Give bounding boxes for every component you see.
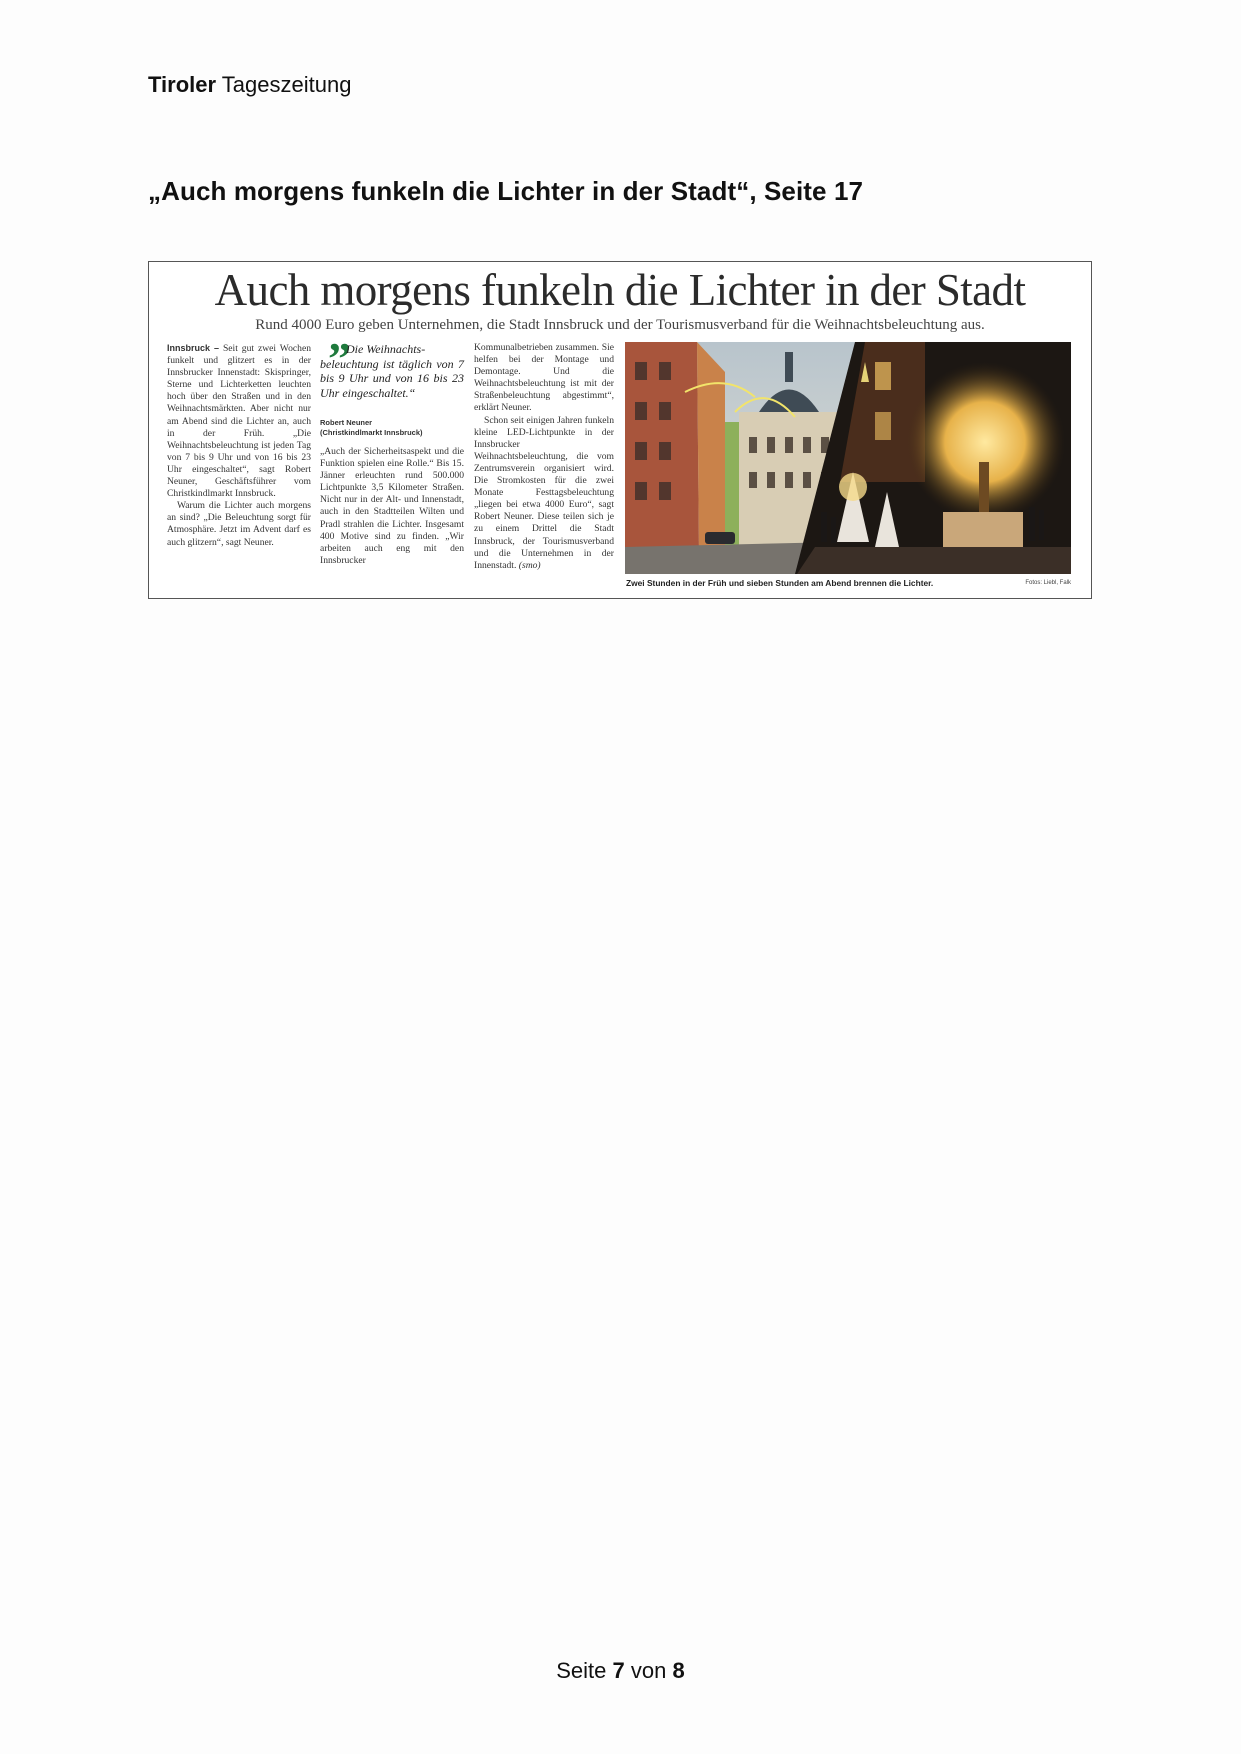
pull-quote <box>320 333 464 446</box>
article-subheadline: Rund 4000 Euro geben Unternehmen, die Stadt Innsbruck und der Tourismusverband für die Weihnachtsbeleuchtung aus. <box>255 317 985 333</box>
article-column-1 <box>167 342 311 549</box>
article-photo <box>625 342 1071 574</box>
footer-total-pages: 8 <box>672 1658 685 1683</box>
photo-caption: Zwei Stunden in der Früh und sieben Stunden am Abend brennen die Lichter. <box>626 578 934 588</box>
article-column-3 <box>474 342 614 572</box>
photo-credit: Fotos: Liebl, Falk <box>1025 580 1071 586</box>
page-footer <box>0 1658 1241 1684</box>
photo-collage <box>625 342 1071 574</box>
article-headline: Auch morgens funkeln die Lichter in der Stadt <box>214 265 1026 315</box>
newspaper-clipping <box>148 261 1092 599</box>
quote-text <box>320 342 464 400</box>
column-1-text-1: Seit gut zwei Wochen funkelt und glitzert es in der Innsbrucker Innenstadt: Skispringer, Sterne und Lichterketten leuchten hoch über den Straßen und in den Weihnachtsmärkten. Aber nicht nur am Abend sind die Lichter an, auch in der Früh. „Die Weihnachtsbeleuchtung ist jeden Tag von 7 bis 9 Uhr und von 16 bis 23 Uhr eingeschaltet“, sagt Robert Neuner, Geschäftsführer vom Christkindlmarkt Innsbruck. <box>167 343 311 500</box>
footer-mid: von <box>630 1658 667 1683</box>
column-3-text-2: Schon seit einigen Jahren funkeln kleine LED-Lichtpunkte in der Innsbrucker Weihnachtsbeleuchtung, die vom Zentrumsverein organisiert wird. Die Stromkosten für die zwei Monate Festtagsbeleuchtung „liegen bei etwa 4000 Euro“, sagt Robert Neuner. Diese teilen sich je zu einem Drittel die Stadt Innsbruck, der Tourismusverband und die Unternehmen in der Innenstadt. <box>474 414 614 571</box>
dateline: Innsbruck – <box>167 343 220 353</box>
column-3-paragraph-2 <box>474 415 614 572</box>
article-column-2 <box>320 333 464 567</box>
column-1-paragraph-2: Warum die Lichter auch morgens an sind? „Die Beleuchtung sorgt für Atmosphäre. Jetzt im Advent darf es auch glitzern“, sagt Neuner. <box>167 500 311 548</box>
newspaper-name <box>148 72 351 98</box>
quote-line-1: Die Weihnachts- <box>346 342 426 356</box>
column-3-paragraph-1: Kommunalbetrieben zusammen. Sie helfen bei der Montage und Demontage. Und die Weihnachtsbeleuchtung ist mit der Straßenbeleuchtung abgestimmt“, erklärt Neuner. <box>474 342 614 414</box>
author-sign: (smo) <box>518 559 541 571</box>
quote-author: Robert Neuner <box>320 418 373 427</box>
quote-mark-icon: ” <box>328 333 351 384</box>
quote-affiliation: (Christkindlmarkt Innsbruck) <box>320 428 423 437</box>
quote-source <box>320 418 423 438</box>
footer-prefix: Seite <box>556 1658 607 1683</box>
quote-line-2: beleuchtung ist täglich von 7 bis 9 Uhr und von 16 bis 23 Uhr eingeschaltet.“ <box>320 356 464 400</box>
column-1-paragraph-1 <box>167 342 311 500</box>
document-title: „Auch morgens funkeln die Lichter in der Stadt“, Seite 17 <box>148 176 864 206</box>
footer-page-number: 7 <box>612 1658 625 1683</box>
column-2-paragraph: „Auch der Sicherheitsaspekt und die Funktion spielen eine Rolle.“ Bis 15. Jänner erleuchten rund 500.000 Lichtpunkte 3,5 Kilometer Straßen. Nicht nur in der Alt- und Innenstadt, auch in den Stadtteilen Wilten und Pradl strahlen die Lichter. Insgesamt 400 Motive sind zu finden. „Wir arbeiten auch eng mit den Innsbrucker <box>320 446 464 566</box>
newspaper-name-rest: Tageszeitung <box>221 72 352 97</box>
newspaper-name-bold: Tiroler <box>148 72 217 97</box>
